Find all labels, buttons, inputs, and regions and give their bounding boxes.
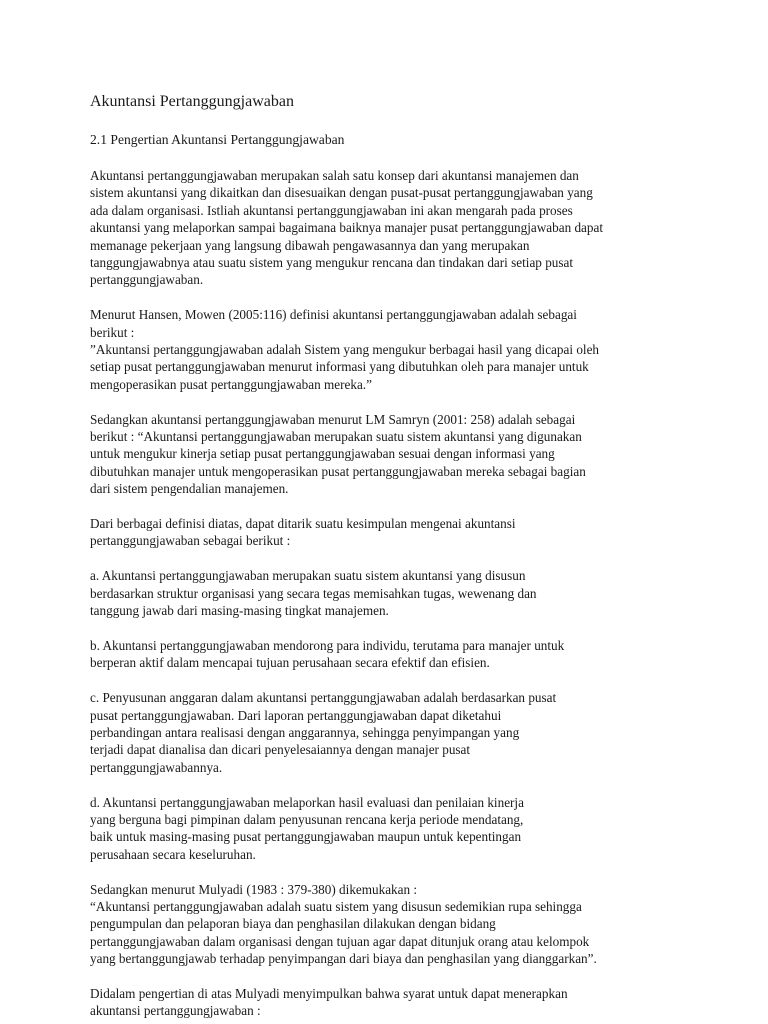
section-heading: 2.1 Pengertian Akuntansi Pertanggungjawaban <box>90 132 345 147</box>
document-title: Akuntansi Pertanggungjawaban <box>90 93 294 110</box>
paragraph-hansen-mowen: Menurut Hansen, Mowen (2005:116) definisi akuntansi pertanggungjawaban adalah sebagai berikut : ”Akuntansi pertanggungjawaban adalah Sistem yang mengukur berbagai hasil yang dicapai oleh setiap pusat pertanggungjawaban menurut informasi yang dibutuhkan oleh para manajer untuk mengoperasikan pusat pertanggungjawaban mereka.” <box>90 307 600 392</box>
paragraph-intro: Akuntansi pertanggungjawaban merupakan salah satu konsep dari akuntansi manajemen dan sistem akuntansi yang dikaitkan dan disesuaikan dengan pusat-pusat pertanggungjawaban yang ada dalam organisasi. Istliah akuntansi pertanggungjawaban ini akan mengarah pada proses akuntansi yang melaporkan sampai bagaimana baiknya manajer pusat pertanggungjawaban dapat memanage pekerjaan yang langsung dibawah pengawasannya dan yang merupakan tanggungjawabnya atau suatu sistem yang mengukur rencana dan tindakan dari setiap pusat pertanggungjawaban. <box>90 168 604 288</box>
list-item-c: c. Penyusunan anggaran dalam akuntansi pertanggungjawaban adalah berdasarkan pusat pusat pertanggungjawaban. Dari laporan pertanggungjawaban dapat diketahui perbandingan antara realisasi dengan anggarannya, sehingga penyimpangan yang terjadi dapat dianalisa dan dicari penyelesaiannya dengan manajer pusat pertanggungjawabannya. <box>90 690 557 775</box>
paragraph-samryn: Sedangkan akuntansi pertanggungjawaban menurut LM Samryn (2001: 258) adalah sebagai berikut : “Akuntansi pertanggungjawaban merupakan suatu sistem akuntansi yang digunakan untuk mengukur kinerja setiap pusat pertanggungjawaban sesuai dengan informasi yang dibutuhkan manajer untuk mengoperasikan pusat pertanggungjawaban mereka sebagai bagian dari sistem pengendalian manajemen. <box>90 411 586 497</box>
paragraph-requirements: Didalam pengertian di atas Mulyadi menyimpulkan bahwa syarat untuk dapat menerapkan akuntansi pertanggungjawaban : <box>90 985 568 1019</box>
paragraph-conclusion-intro: Dari berbagai definisi diatas, dapat ditarik suatu kesimpulan mengenai akuntansi pertanggungjawaban sebagai berikut : <box>90 516 516 549</box>
list-item-b: b. Akuntansi pertanggungjawaban mendorong para individu, terutama para manajer untuk berperan aktif dalam mencapai tujuan perusahaan secara efektif dan efisien. <box>90 637 565 671</box>
list-item-d: d. Akuntansi pertanggungjawaban melaporkan hasil evaluasi dan penilaian kinerja yang berguna bagi pimpinan dalam penyusunan rencana kerja periode mendatang, baik untuk masing-masing pusat pertanggungjawaban maupun untuk kepentingan perusahaan secara keseluruhan. <box>90 794 524 862</box>
list-item-a: a. Akuntansi pertanggungjawaban merupakan suatu sistem akuntansi yang disusun berdasarkan struktur organisasi yang secara tegas memisahkan tugas, wewenang dan tanggung jawab dari masing-masing tingkat manajemen. <box>90 568 537 619</box>
paragraph-mulyadi: Sedangkan menurut Mulyadi (1983 : 379-380) dikemukakan : “Akuntansi pertanggungjawaban adalah suatu sistem yang disusun sedemikian rupa sehingga pengumpulan dan pelaporan biaya dan penghasilan dilakukan dengan bidang pertanggungjawaban dalam organisasi dengan tujuan agar dapat ditunjuk orang atau kelompok yang bertanggungjawab terhadap penyimpangan dari biaya dan penghasilan yang dianggarkan”. <box>90 881 597 967</box>
